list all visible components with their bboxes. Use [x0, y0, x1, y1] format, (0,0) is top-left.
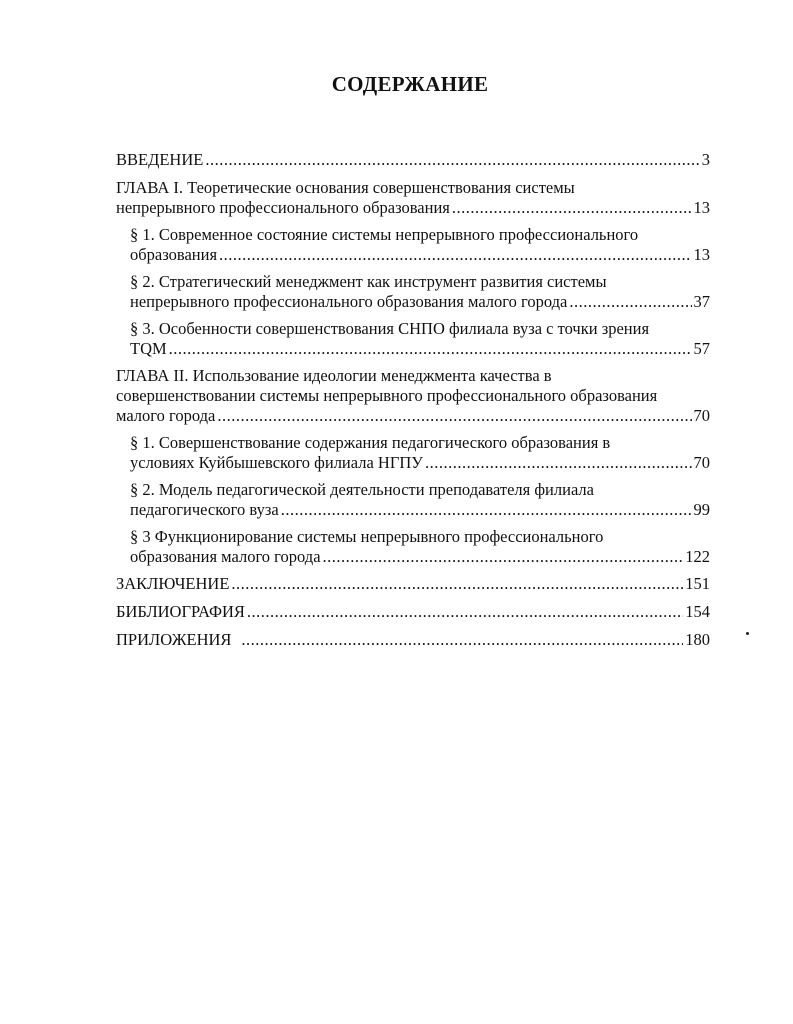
dot-leader [569, 292, 691, 312]
toc-page-number: 180 [685, 630, 710, 649]
toc-page-number: 13 [693, 198, 710, 217]
toc-page-number: 151 [685, 574, 710, 593]
toc-entry-introduction [116, 150, 710, 170]
scan-speck [746, 632, 749, 635]
dot-leader [169, 339, 692, 359]
toc-page-number: 99 [693, 500, 710, 519]
dot-leader [205, 150, 699, 170]
toc-entry-line: ГЛАВА I. Теоретические основания совершенствования системы [116, 178, 575, 197]
toc-page-number: 3 [701, 150, 710, 169]
dot-leader [217, 406, 691, 426]
toc-page-number: 57 [693, 339, 710, 358]
toc-entry-label: педагогического вуза [130, 500, 279, 519]
dot-leader [231, 574, 683, 594]
dot-leader [425, 453, 692, 473]
dot-leader [241, 630, 683, 650]
dot-leader [452, 198, 692, 218]
toc-entry-chapter-1 [116, 178, 710, 218]
toc-entry-line: совершенствовании системы непрерывного профессионального образования [116, 386, 658, 405]
toc-entry-line: § 2. Стратегический менеджмент как инструмент развития системы [130, 272, 607, 291]
toc-entry-appendices [116, 630, 710, 650]
dot-leader [281, 500, 692, 520]
toc-entry-ch1-section-1 [116, 225, 710, 265]
page-title: СОДЕРЖАНИЕ [331, 72, 489, 96]
toc-page-number: 70 [693, 406, 710, 425]
dot-leader [219, 245, 691, 265]
dot-leader [247, 602, 683, 622]
toc-entry-line: § 3. Особенности совершенствования СНПО филиала вуза с точки зрения [130, 319, 650, 338]
toc-entry-label: образования малого города [130, 547, 321, 566]
toc-entry-conclusion [116, 574, 710, 594]
dot-leader [323, 547, 684, 567]
toc-entry-chapter-2 [116, 366, 710, 426]
toc-entry-label: ЗАКЛЮЧЕНИЕ [116, 574, 230, 593]
toc-page-number: 37 [693, 292, 710, 311]
toc-entry-label: ПРИЛОЖЕНИЯ [116, 630, 232, 649]
toc-entry-label: TQM [130, 339, 167, 358]
toc-page-number: 70 [693, 453, 710, 472]
table-of-contents [116, 150, 710, 658]
toc-page-number: 13 [693, 245, 710, 264]
toc-entry-ch2-section-1 [116, 433, 710, 473]
toc-entry-label: БИБЛИОГРАФИЯ [116, 602, 245, 621]
toc-entry-bibliography [116, 602, 710, 622]
toc-entry-line: ГЛАВА II. Использование идеологии менеджмента качества в [116, 366, 552, 385]
toc-entry-ch1-section-2 [116, 272, 710, 312]
toc-entry-line: § 2. Модель педагогической деятельности преподавателя филиала [130, 480, 594, 499]
toc-entry-ch1-section-3 [116, 319, 710, 359]
toc-entry-line: § 3 Функционирование системы непрерывного профессионального [130, 527, 604, 546]
toc-entry-line: § 1. Совершенствование содержания педагогического образования в [130, 433, 611, 452]
toc-entry-label: образования [130, 245, 218, 264]
toc-entry-label: непрерывного профессионального образования малого города [130, 292, 568, 311]
toc-entry-ch2-section-3 [116, 527, 710, 567]
toc-entry-ch2-section-2 [116, 480, 710, 520]
toc-page-number: 154 [685, 602, 710, 621]
toc-entry-label: условиях Куйбышевского филиала НГПУ [130, 453, 423, 472]
toc-entry-label: малого города [116, 406, 216, 425]
toc-entry-label: непрерывного профессионального образования [116, 198, 450, 217]
toc-page-number: 122 [685, 547, 710, 566]
toc-entry-label: ВВЕДЕНИЕ [116, 150, 204, 169]
toc-entry-line: § 1. Современное состояние системы непрерывного профессионального [130, 225, 639, 244]
